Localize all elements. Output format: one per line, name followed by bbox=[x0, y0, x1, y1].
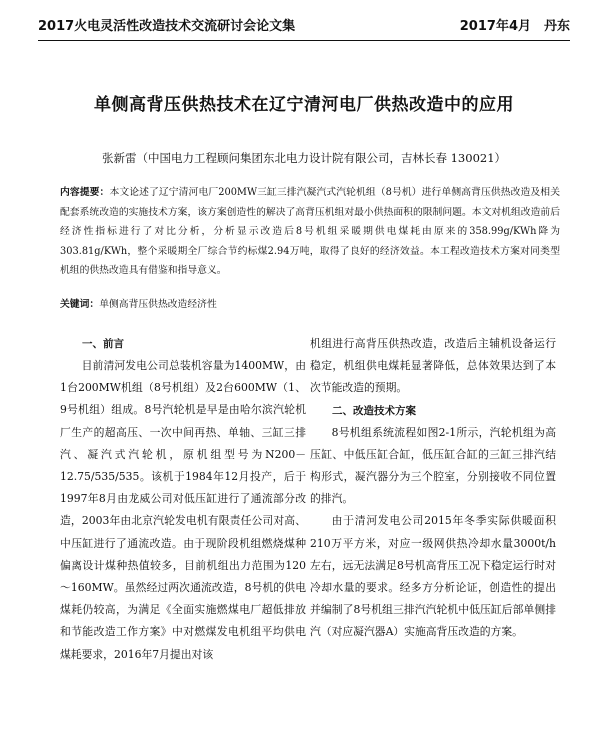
keywords bbox=[60, 297, 560, 313]
header-rule bbox=[38, 40, 570, 41]
intro-paragraph-continued: 机组进行高背压供热改造，改造后主辅机设备运行稳定，机组供电煤耗显著降低，总体效果达到了本次节能改造的预期。 bbox=[310, 337, 556, 395]
section-heading-scheme: 二、改造技术方案 bbox=[332, 404, 416, 417]
intro-paragraph: 目前清河发电公司总装机容量为1400MW，由1台200MW机组（8号机组）及2台600MW（1、9号机组）组成。8号汽轮机是早是由哈尔滨汽轮机厂生产的超高压、一次中间再热、单轴、三缸三排汽、凝汽式汽轮机，原机组型号为N200－12.75/535/535。该机于1984年12月投产，后于1997年8月由龙威公司对低压缸进行了通流部分改造，2003年由北京汽轮发电机有限责任公司对高、中压缸进行了通流改造。由于现阶段机组燃烧煤种偏离设计煤种热值较多，目前机组出力范围为120～160MW。虽然经过两次通流改造，8号机的供电煤耗仍较高，为满足《全面实施燃煤电厂超低排放和节能改造工作方案》中对燃煤发电机组平均供电煤耗要求，2016年7月提出对该 bbox=[60, 359, 306, 661]
header-proceedings-title: 2017火电灵活性改造技术交流研讨会论文集 bbox=[38, 18, 296, 34]
author-affiliation: 张新雷（中国电力工程顾问集团东北电力设计院有限公司，吉林长春 130021） bbox=[101, 151, 507, 165]
running-header bbox=[38, 10, 570, 38]
section-heading-intro: 一、前言 bbox=[82, 338, 124, 350]
right-column bbox=[310, 333, 556, 644]
abstract-label: 内容提要： bbox=[60, 187, 110, 198]
paper-title: 单侧高背压供热技术在辽宁清河电厂供热改造中的应用 bbox=[94, 95, 514, 115]
scheme-paragraph-1: 8号机组系统流程如图2-1所示，汽轮机组为高压缸、中低压缸合缸，低压缸合缸的三缸三排汽结构形式，凝汽器分为三个腔室，分别接收不同位置的排汽。 bbox=[310, 425, 556, 506]
keywords-label: 关键词： bbox=[60, 299, 100, 310]
keywords-text: 单侧高背压供热改造经济性 bbox=[99, 299, 217, 310]
scheme-paragraph-2: 由于清河发电公司2015年冬季实际供暖面积210万平方米，对应一级网供热冷却水量3000t/h左右，远无法满足8号机高背压工况下稳定运行时对冷却水量的要求。经多方分析论证，创造性的提出并编制了8号机组三排汽汽轮机中低压缸后部单侧排汽（对应凝汽器A）实施高背压改造的方案。 bbox=[310, 514, 556, 639]
left-column bbox=[60, 333, 306, 666]
abstract bbox=[60, 183, 560, 281]
header-date-place: 2017年4月 丹东 bbox=[459, 18, 570, 34]
abstract-text: 本文论述了辽宁清河电厂200MW三缸三排汽凝汽式汽轮机组（8号机）进行单侧高背压供热改造及相关配套系统改造的实施技术方案，该方案创造性的解决了高背压机组对最小供热面积的限制问题。本文对机组改造前后经济性指标进行了对比分析，分析显示改造后8号机组采暖期供电煤耗由原来的358.99g/KWh降为303.81g/KWh，整个采暖期全厂综合节约标煤2.94万吨，取得了良好的经济效益。本工程改造技术方案对同类型机组的供热改造具有借鉴和指导意义。 bbox=[60, 187, 560, 277]
